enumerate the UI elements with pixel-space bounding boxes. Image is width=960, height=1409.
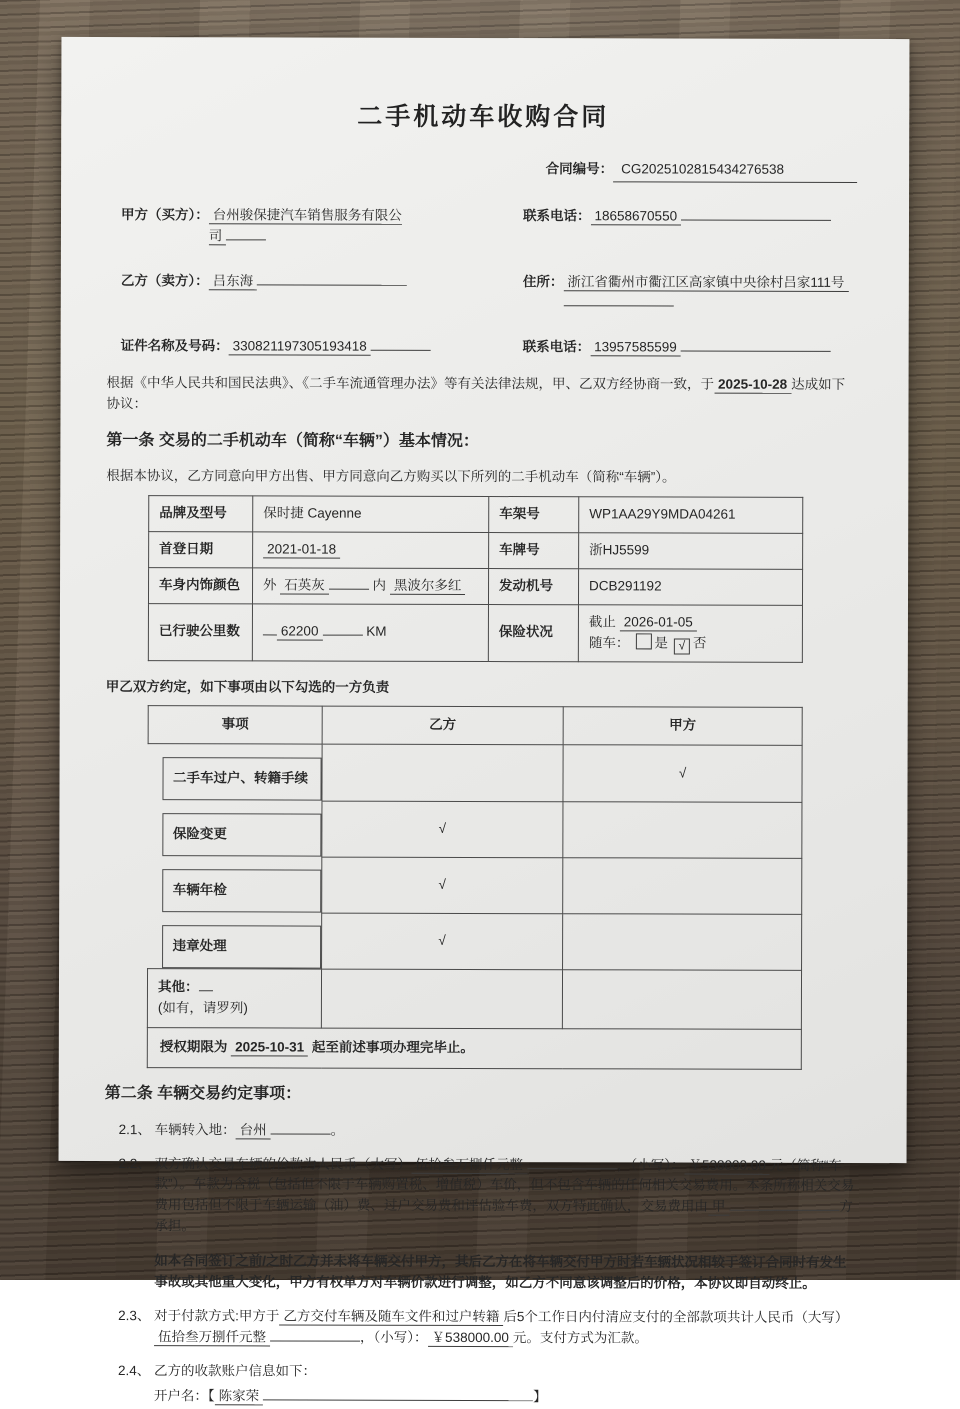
authorization-period: 授权期限为 2025-10-31 起至前述事项办理完毕止。 xyxy=(147,1028,801,1070)
check-cell: √ xyxy=(322,857,563,914)
checkbox-no-checked: √ xyxy=(674,638,690,654)
check-cell xyxy=(322,744,563,801)
clause-2-1: 2.1、 车辆转入地： 台州 。 xyxy=(118,1121,345,1138)
mileage-value: 62200 KM xyxy=(252,604,488,662)
buyer-field xyxy=(121,205,489,248)
account-name-line: 开户名：【 陈家荣 】 xyxy=(153,1387,547,1405)
price-in-words: 伍拾叁万捌仟元整 xyxy=(411,1156,527,1173)
other-label: 其他： xyxy=(157,979,199,995)
contract-number-row xyxy=(107,158,857,183)
table-row: 违章处理 √ xyxy=(148,912,802,970)
check-cell xyxy=(563,857,802,914)
id-number-field xyxy=(121,336,489,358)
seller-phone-field xyxy=(523,337,894,359)
table-row: 保险变更 √ xyxy=(148,800,802,858)
responsibility-intro: 甲乙双方约定，如下事项由以下勾选的一方负责 xyxy=(105,678,390,695)
clause-2-2: 2.2、 双方确认交易车辆的价款为人民币（大写） 伍拾叁万捌仟元整 ，（小写）： ￥538000.00 元（简称“车款”）。车款为含税（包括但不限于车辆购置税、增值税）车价，但不包含车辆的任何相关交易费用。本条所称相关交易费用包括但不限于车辆运输（油）费、过户交易费和评估验车费，双方特此确认，交易费用由 甲 方承担。 xyxy=(118,1155,855,1234)
buyer-label: 甲方（买方）： xyxy=(120,206,209,222)
check-cell xyxy=(562,970,801,1029)
contract-number-label: 合同编号： xyxy=(545,160,614,177)
table-row xyxy=(149,495,803,533)
seller-value: 吕东海 xyxy=(209,271,408,292)
plate-label: 车牌号 xyxy=(489,532,579,568)
seller-address-label: 住所： xyxy=(522,273,564,289)
clause-2-2-adjustment: 如本合同签订之前/之时乙方并未将车辆交付甲方，其后乙方在将车辆交付甲方时若车辆状况相较于签订合同时有发生事故或其他重大变化，甲方有权单方对车辆价款进行调整，如乙方不同意该调整后的价格，本协议即自动终止。 xyxy=(154,1253,847,1292)
section2-heading: 第二条 车辆交易约定事项： xyxy=(104,1084,302,1103)
insurance-until-line: 截止 2026-01-05 xyxy=(589,612,792,633)
contract-paper xyxy=(59,37,910,1405)
other-note: (如有，请罗列) xyxy=(157,1000,248,1016)
buyer-phone-value: 18658670550 xyxy=(590,206,831,228)
buyer-phone-field xyxy=(523,206,894,249)
account-name-label: 开户名： xyxy=(153,1387,208,1404)
seller-phone-label: 联系电话： xyxy=(522,339,591,355)
clause-2-4: 2.4、 乙方的收款账户信息如下： xyxy=(117,1362,317,1379)
col-buyer: 甲方 xyxy=(563,707,802,746)
checkbox-yes xyxy=(635,633,651,649)
id-number-value: 330821197305193418 xyxy=(229,337,431,358)
insurance-value xyxy=(578,604,802,662)
insurance-label: 保险状况 xyxy=(488,604,578,661)
vin-value: WP1AA29Y9MDA04261 xyxy=(579,497,803,534)
col-item: 事项 xyxy=(148,706,322,744)
contract-number-value: CG2025102815434276538 xyxy=(613,159,857,183)
table-row xyxy=(149,531,803,569)
check-cell xyxy=(563,913,802,970)
plate-value: 浙HJ5599 xyxy=(579,533,803,570)
section1-intro: 根据本协议，乙方同意向甲方出售、甲方同意向乙方购买以下所列的二手机动车（简称“车辆”）。 xyxy=(106,467,676,485)
table-footer-row xyxy=(147,1028,801,1070)
payment-in-words: 伍拾叁万捌仟元整 xyxy=(154,1329,270,1346)
first-reg-value: 2021-01-18 xyxy=(253,532,489,569)
authorization-date: 2025-10-31 xyxy=(231,1039,308,1056)
check-cell: √ xyxy=(563,745,802,802)
exterior-color: 石英灰 xyxy=(280,577,329,594)
id-number-label: 证件名称及号码： xyxy=(120,338,229,354)
buyer-phone-label: 联系电话： xyxy=(522,207,591,223)
check-cell: √ xyxy=(322,913,563,970)
seller-phone-value: 13957585599 xyxy=(590,338,831,360)
table-row xyxy=(148,603,802,662)
transfer-place: 台州 xyxy=(236,1122,271,1139)
brand-value: 保时捷 Cayenne xyxy=(253,496,489,533)
table-row xyxy=(148,567,802,605)
table-row: 二手车过户、转籍手续 √ xyxy=(148,744,802,802)
clause-2-3: 2.3、 对于付款方式:甲方于 乙方交付车辆及随车文件和过户转籍 后5个工作日内付清应支付的全部款项共计人民币（大写）伍拾叁万捌仟元整 ，（小写）： ￥538000.00 元。支付方式为汇款。 xyxy=(118,1308,849,1346)
seller-address-field xyxy=(523,272,894,315)
vehicle-info-table xyxy=(148,495,803,662)
first-reg-label: 首登日期 xyxy=(149,531,253,567)
color-label: 车身内饰颜色 xyxy=(148,567,252,603)
engine-value: DCB291192 xyxy=(578,568,802,605)
table-row-other xyxy=(147,969,801,1030)
preamble: 根据《中华人民共和国民法典》、《二手车流通管理办法》等有关法律法规，甲、乙双方经协商一致，于 2025-10-28 达成如下协议： xyxy=(106,375,846,412)
fee-payer: 甲 xyxy=(708,1199,730,1216)
buyer-value: 台州骏保捷汽车销售服务有限公司 xyxy=(209,205,409,247)
parties-block xyxy=(121,205,859,360)
check-cell: √ xyxy=(322,801,563,858)
table-row: 车辆年检 √ xyxy=(148,856,802,914)
table-header-row xyxy=(148,706,802,746)
agreement-date: 2025-10-28 xyxy=(714,377,791,394)
seller-field xyxy=(121,271,489,314)
responsibility-table xyxy=(147,706,803,1070)
seller-label: 乙方（卖方）： xyxy=(120,272,209,288)
price-in-figures: ￥538000.00 xyxy=(684,1157,769,1174)
payment-condition: 乙方交付车辆及随车文件和过户转籍 xyxy=(279,1309,503,1327)
vin-label: 车架号 xyxy=(489,496,579,532)
color-value: 外 石英灰 内 黑波尔多红 xyxy=(252,568,488,605)
insurance-until-date: 2026-01-05 xyxy=(620,614,697,631)
engine-label: 发动机号 xyxy=(488,568,578,604)
payment-in-figures: ￥538000.00 xyxy=(428,1330,513,1347)
account-holder-name: 陈家荣 xyxy=(215,1388,264,1405)
brand-label: 品牌及型号 xyxy=(149,495,253,531)
check-cell xyxy=(321,969,562,1028)
interior-color: 黑波尔多红 xyxy=(390,577,466,594)
doc-title: 二手机动车收购合同 xyxy=(357,102,610,132)
mileage-label: 已行驶公里数 xyxy=(148,603,252,660)
col-seller: 乙方 xyxy=(322,707,563,746)
seller-address-value: 浙江省衢州市衢江区高家镇中央徐村吕家111号 xyxy=(563,272,893,315)
insurance-with-line: 随车： 是 √ 否 xyxy=(589,633,792,655)
other-item-cell xyxy=(147,969,321,1028)
section1-heading: 第一条 交易的二手机动车（简称“车辆”）基本情况： xyxy=(106,432,479,451)
check-cell xyxy=(563,802,802,859)
